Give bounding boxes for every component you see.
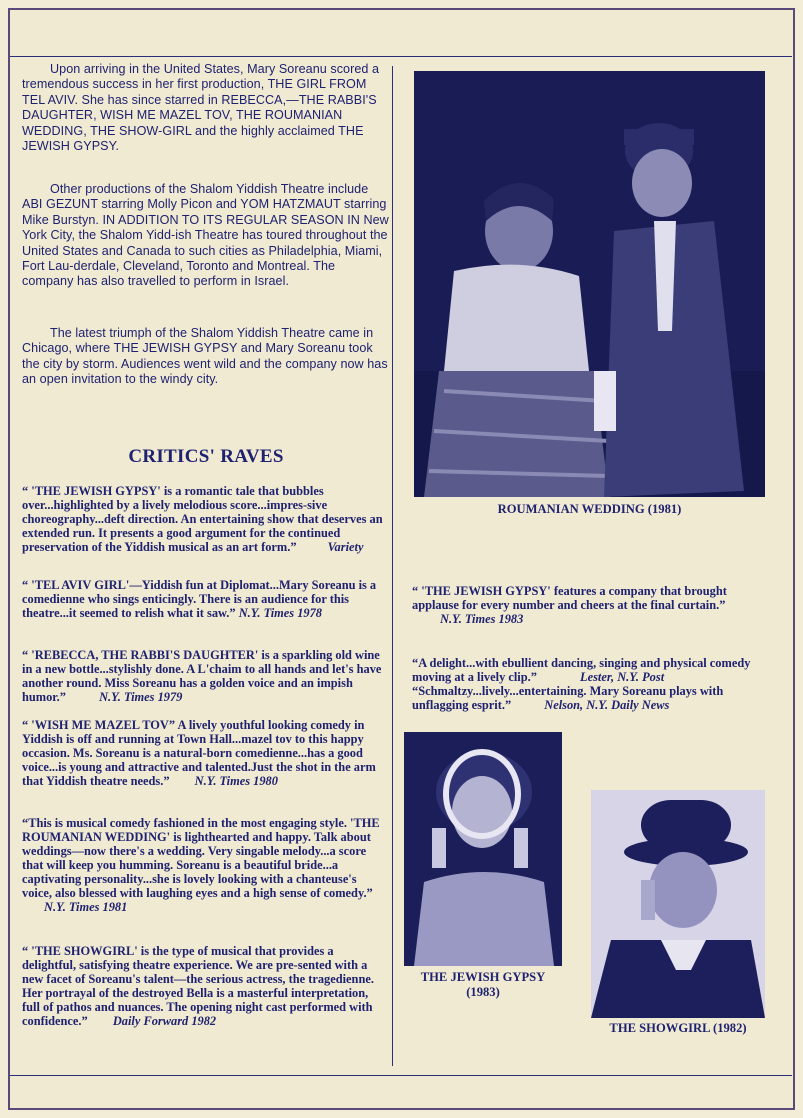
showgirl-photo bbox=[591, 790, 765, 1018]
right-quote-1 bbox=[412, 584, 772, 626]
critic-quote-3 bbox=[22, 648, 388, 704]
quote-line-1: “A delight...with ebullient dancing, singing and physical comedy moving at a lively clip.” bbox=[412, 656, 751, 684]
quote-text: “ 'TEL AVIV GIRL'—Yiddish fun at Diplomat...Mary Soreanu is a comedienne who sings enticingly. There is an audience for this theatre...it seemed to relish what it saw.” bbox=[22, 578, 377, 620]
critic-quote-5 bbox=[22, 816, 386, 914]
showgirl-caption: THE SHOWGIRL (1982) bbox=[609, 1021, 747, 1035]
quote-line-2: “Schmaltzy...lively...entertaining. Mary Soreanu plays with unflagging esprit.” bbox=[412, 684, 724, 712]
photo-illustration bbox=[404, 732, 562, 966]
column-divider bbox=[392, 66, 393, 1066]
photo-illustration bbox=[414, 71, 765, 497]
quote-source: Variety bbox=[327, 540, 364, 554]
photo-illustration bbox=[591, 790, 765, 1018]
quote-source: N.Y. Times 1978 bbox=[238, 606, 322, 620]
caption-line-1: THE JEWISH GYPSY bbox=[420, 970, 546, 984]
roumanian-wedding-caption: ROUMANIAN WEDDING (1981) bbox=[497, 502, 682, 516]
quote-source: Daily Forward 1982 bbox=[112, 1014, 217, 1028]
critic-quote-1 bbox=[22, 484, 384, 554]
quote-text: “ 'WISH ME MAZEL TOV” A lively youthful looking comedy in Yiddish is off and running at Town Hall...mazel tov to this happy occasion. Ms. Soreanu is a natural-born comedienne...has a good voice...is young and attractive and talented.Just the shot in the arm that Yiddish theatre needs.” bbox=[22, 718, 376, 788]
quote-source: N.Y. Times 1981 bbox=[44, 900, 128, 914]
quote-text: “ 'THE JEWISH GYPSY' is a romantic tale that bubbles over...highlighted by a lively melodious score...impres-sive choreography...deft direction. An entertaining show that deserves an extended run. It presents a good argument for the continued preservation of the Yiddish musical as an art form.” bbox=[22, 484, 383, 554]
critic-quote-2 bbox=[22, 578, 384, 620]
quote-source: N.Y. Times 1983 bbox=[440, 612, 524, 626]
quote-source-1: Lester, N.Y. Post bbox=[580, 670, 665, 684]
quote-text: “ 'THE JEWISH GYPSY' features a company that brought applause for every number and cheers at the final curtain.” bbox=[412, 584, 727, 612]
roumanian-wedding-photo bbox=[414, 71, 765, 497]
intro-paragraph-1: Upon arriving in the United States, Mary Soreanu scored a tremendous success in her first production, THE GIRL FROM TEL AVIV. She has since starred in REBECCA,—THE RABBI'S DAUGHTER, WISH ME MAZEL TOV, THE ROUMANIAN WEDDING, THE SHOW-GIRL and the highly acclaimed THE JEWISH GYPSY. bbox=[22, 62, 380, 154]
intro-paragraph-3: The latest triumph of the Shalom Yiddish Theatre came in Chicago, where THE JEWISH GYPSY and Mary Soreanu took the city by storm. Audiences went wild and the company now has an open invitation to the windy city. bbox=[22, 326, 388, 387]
quote-source-2: Nelson, N.Y. Daily News bbox=[544, 698, 670, 712]
critics-heading: CRITICS' RAVES bbox=[128, 446, 284, 467]
quote-text: “This is musical comedy fashioned in the most engaging style. 'THE ROUMANIAN WEDDING' is lighthearted and happy. Talk about weddings—now there's a wedding. Very singable melody...a score that will keep you humming. Soreanu is a beautiful bride...a captivating personality...she is lovely looking with a chanteuse's voice, also blessed with laughing eyes and a high sense of comedy.” bbox=[22, 816, 380, 900]
intro-paragraph-2: Other productions of the Shalom Yiddish Theatre include ABI GEZUNT starring Molly Picon and YOM HATZMAUT starring Mike Burstyn. IN ADDITION TO ITS REGULAR SEASON IN New York City, the Shalom Yidd-ish Theatre has toured throughout the United States and Canada to such cities as Philadelphia, Miami, Fort Lau-derdale, Cleveland, Toronto and Montreal. The company has also travelled to perform in Israel. bbox=[22, 182, 389, 289]
jewish-gypsy-caption bbox=[404, 970, 562, 1000]
quote-source: N.Y. Times 1979 bbox=[99, 690, 183, 704]
quote-text: “ 'REBECCA, THE RABBI'S DAUGHTER' is a sparkling old wine in a new bottle...stylishly done. A L'chaim to all hands and let's have another round. Miss Soreanu has a golden voice and an impish humor.” bbox=[22, 648, 382, 704]
critic-quote-4 bbox=[22, 718, 384, 788]
jewish-gypsy-photo bbox=[404, 732, 562, 966]
caption-line-2: (1983) bbox=[466, 985, 500, 999]
critic-quote-6 bbox=[22, 944, 384, 1028]
quote-text: “ 'THE SHOWGIRL' is the type of musical that provides a delightful, satisfying theatre experience. We are pre-sented with a new facet of Soreanu's talent—the serious actress, the tragedienne. Her portrayal of the destroyed Bella is a masterful interpretation, full of pathos and nuances. The opening night cast performed with confidence.” bbox=[22, 944, 374, 1028]
right-quote-2 bbox=[412, 656, 774, 712]
quote-source: N.Y. Times 1980 bbox=[194, 774, 278, 788]
